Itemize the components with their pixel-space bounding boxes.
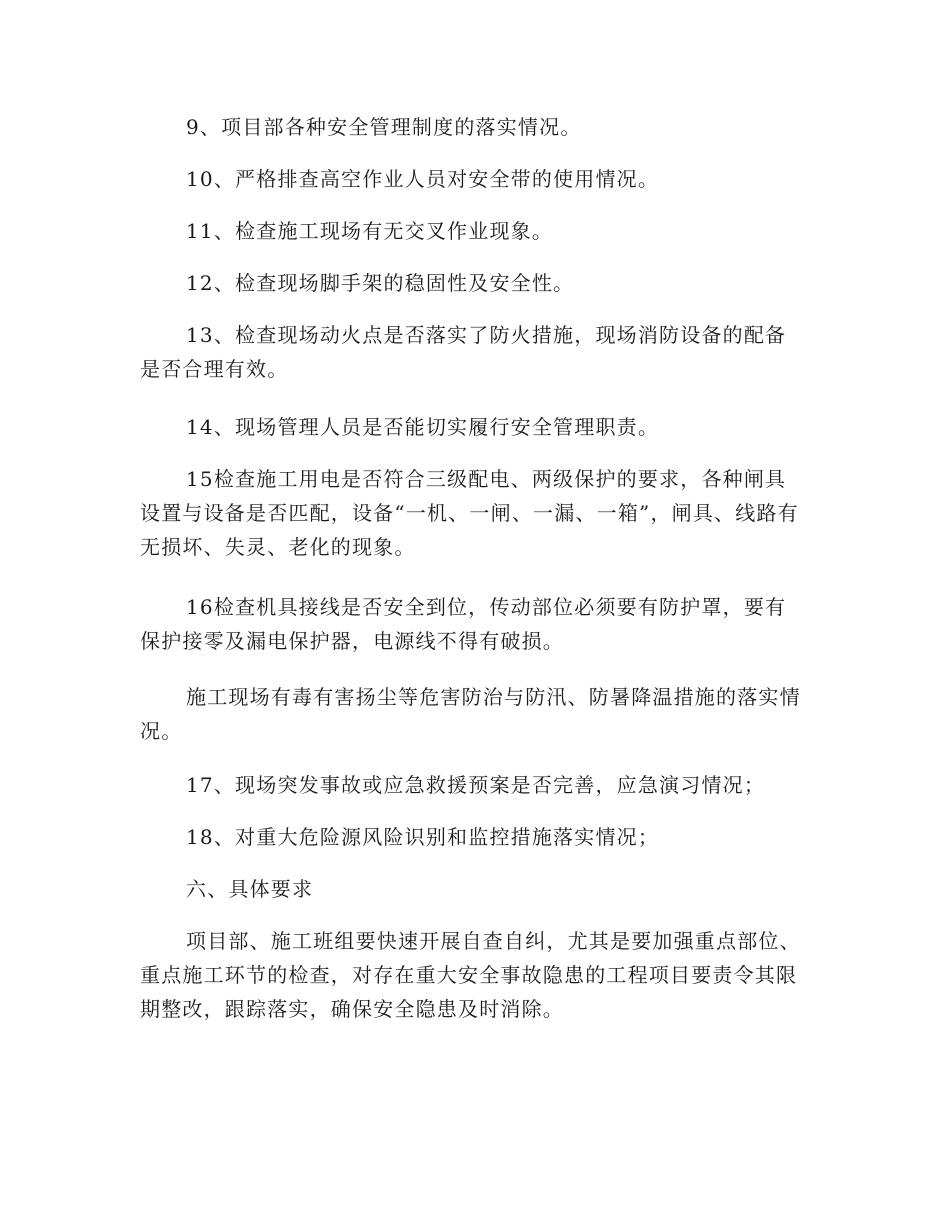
flood-heat-paragraph: 施工现场有毒有害扬尘等危害防治与防汛、防暑降温措施的落实情况。 [140,685,801,743]
item-14-paragraph: 14、现场管理人员是否能切实履行安全管理职责。 [186,415,660,439]
section-six-heading: 六、具体要求 [186,877,314,901]
item-12-paragraph: 12、检查现场脚手架的稳固性及安全性。 [186,271,575,295]
item-15-paragraph: 15检查施工用电是否符合三级配电、两级保护的要求，各种闸具设置与设备是否匹配，设备“一机、一闸、一漏、一箱”，闸具、线路有无损坏、失灵、老化的现象。 [140,467,799,559]
item-16-paragraph: 16检查机具接线是否安全到位，传动部位必须要有防护罩，要有保护接零及漏电保护器，电源线不得有破损。 [140,595,787,653]
item-9-paragraph: 9、项目部各种安全管理制度的落实情况。 [186,115,582,139]
requirements-paragraph: 项目部、施工班组要快速开展自查自纠，尤其是要加强重点部位、重点施工环节的检查，对存在重大安全事故隐患的工程项目要责令其限期整改，跟踪落实，确保安全隐患及时消除。 [140,929,801,1021]
item-10-paragraph: 10、严格排查高空作业人员对安全带的使用情况。 [186,167,660,191]
item-11-paragraph: 11、检查施工现场有无交叉作业现象。 [186,219,554,243]
item-17-paragraph: 17、现场突发事故或应急救援预案是否完善，应急演习情况； [186,773,766,797]
item-13-paragraph: 13、检查现场动火点是否落实了防火措施，现场消防设备的配备是否合理有效。 [140,323,787,381]
item-18-paragraph: 18、对重大危险源风险识别和监控措施落实情况； [186,825,660,849]
